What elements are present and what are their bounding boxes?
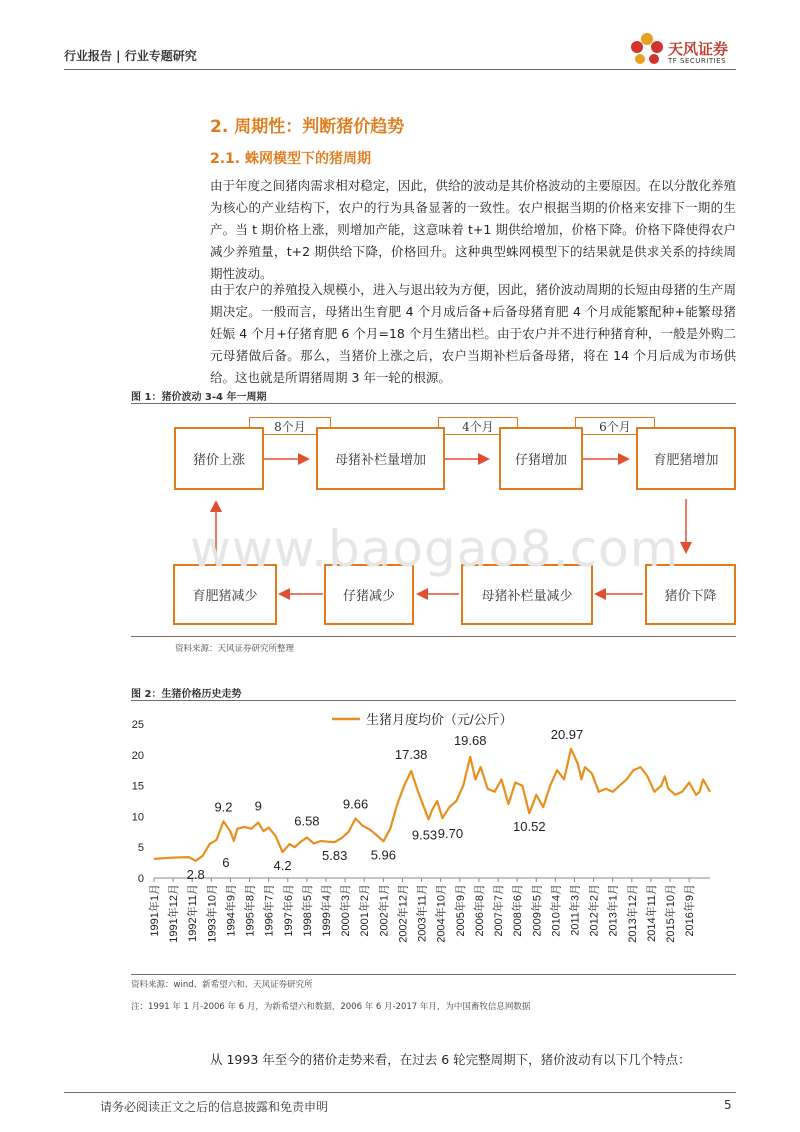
chart-legend (332, 712, 513, 727)
x-tick-label: 2006年8月 (473, 884, 486, 937)
figure2-caption: 图 2：生猪价格历史走势 (131, 689, 242, 700)
data-label: 17.38 (394, 746, 428, 762)
chart-annotations (187, 727, 584, 882)
x-tick-label: 1996年7月 (263, 884, 276, 937)
paragraph-1: 由于年度之间猪肉需求相对稳定，因此，供给的波动是其价格波动的主要原因。在以分散化养殖为核心的产业结构下，农户的行为具备显著的一致性。农户根据当期的价格来安排下一期的生产。当 t 期价格上涨，则增加产能，这意味着 t+1 期供给增加，价格下降。价格下降使得农户减少养殖量，t+2 期供给下降，价格回升。这种典型蛛网模型下的结果就是供求关系的持续周期性波动。 (210, 178, 736, 281)
figure1-top-rule (131, 403, 736, 404)
x-tick-label: 2010年4月 (550, 884, 563, 937)
data-label: 9.2 (214, 799, 233, 815)
price-series-line (154, 746, 710, 864)
y-tick-label: 10 (131, 811, 144, 824)
figure2-top-rule (131, 700, 736, 701)
box-sow-down: 母猪补栏量减少 (461, 564, 593, 625)
duration-label-8: 8个月 (249, 417, 331, 435)
x-tick-label: 1991年1月 (149, 884, 161, 937)
box-sow-up: 母猪补栏量增加 (316, 427, 445, 490)
x-tick-label: 2008年6月 (512, 884, 525, 937)
figure2-bottom-rule (131, 974, 736, 975)
x-tick-label: 1999年4月 (321, 884, 334, 937)
x-tick-label: 2013年12月 (626, 884, 639, 943)
box-piglet-down: 仔猪减少 (324, 564, 414, 625)
y-tick-label: 20 (131, 749, 144, 762)
report-header-title: 行业报告 | 行业专题研究 (64, 49, 197, 63)
x-tick-label: 2014年11月 (645, 884, 658, 942)
closing-sentence: 从 1993 年至今的猪价走势来看，在过去 6 轮完整周期下，猪价波动有以下几个特点： (210, 1052, 691, 1067)
data-label: 9.66 (342, 796, 369, 812)
x-tick-label: 1998年5月 (301, 884, 314, 937)
x-tick-label: 1995年8月 (244, 884, 257, 937)
price-history-chart (110, 704, 730, 972)
figure2-source: 资料来源：wind、新希望六和、天风证券研究所 (131, 980, 313, 990)
duration-label-6: 6个月 (575, 417, 655, 435)
x-tick-label: 1997年6月 (282, 884, 295, 937)
box-price-down: 猪价下降 (645, 564, 736, 625)
y-tick-label: 0 (137, 873, 144, 885)
data-label: 9.53 (411, 827, 438, 843)
header-divider (64, 69, 736, 70)
brand-logo (628, 30, 666, 66)
page-number: 5 (724, 1098, 732, 1112)
data-label: 5.96 (370, 847, 397, 863)
data-label: 10.52 (513, 819, 546, 835)
x-tick-label: 2003年11月 (416, 884, 429, 942)
x-tick-label: 2011年3月 (569, 884, 582, 936)
watermark: www.baogao8.com (190, 520, 680, 578)
data-label: 5.83 (322, 848, 348, 864)
duration-label-4: 4个月 (438, 417, 518, 435)
box-fatten-up: 育肥猪增加 (636, 427, 736, 490)
x-tick-label: 2007年7月 (493, 884, 506, 937)
x-tick-label: 2009年5月 (531, 884, 544, 937)
box-fatten-down: 育肥猪减少 (173, 564, 277, 625)
data-label: 6 (222, 855, 230, 871)
x-tick-label: 2001年2月 (359, 884, 372, 937)
x-tick-label: 2015年10月 (665, 884, 678, 943)
x-tick-label: 1991年12月 (168, 884, 181, 943)
box-piglet-up: 仔猪增加 (499, 427, 583, 490)
x-tick-label: 2000年3月 (340, 884, 353, 937)
figure2-note: 注：1991 年 1 月-2006 年 6 月，为新希望六和数据，2006 年 6 月-2017 年月，为中国畜牧信息网数据 (131, 1002, 531, 1012)
data-label: 9 (254, 798, 262, 814)
subsection-heading: 2.1. 蛛网模型下的猪周期 (210, 151, 371, 167)
data-label: 20.97 (550, 726, 584, 742)
footer-divider (64, 1092, 736, 1093)
figure1-caption: 图 1：猪价波动 3-4 年一周期 (131, 392, 267, 403)
x-tick-label: 1994年9月 (225, 884, 238, 937)
x-tick-label: 1992年11月 (187, 884, 200, 942)
y-tick-label: 5 (137, 842, 144, 855)
paragraph-2: 由于农户的养殖投入规模小，进入与退出较为方便，因此，猪价波动周期的长短由母猪的生产周期决定。一般而言，母猪出生育肥 4 个月成后备+后备母猪育肥 4 个月成能繁配种+能繁母猪妊娠 4 个月+仔猪育肥 6 个月=18 个月生猪出栏。由于农户并不进行种猪育种，一般是外购二元母猪做后备。那么，当猪价上涨之后，农户当期补栏后备母猪，将在 14 个月后成为市场供给。这也就是所谓猪周期 3 年一轮的根源。 (210, 282, 736, 385)
x-tick-label: 2013年1月 (607, 884, 620, 937)
figure1-bottom-rule (131, 636, 736, 637)
data-label: 9.70 (437, 826, 464, 842)
y-tick-label: 15 (131, 780, 144, 793)
x-tick-label: 2004年10月 (435, 884, 448, 943)
footer-disclaimer: 请务必阅读正文之后的信息披露和免责申明 (100, 1100, 329, 1114)
x-tick-label: 2002年12月 (397, 884, 410, 943)
x-tick-label: 2005年9月 (454, 884, 467, 937)
x-tick-label: 2002年1月 (378, 884, 391, 937)
x-tick-label: 1993年10月 (206, 884, 219, 943)
data-label: 6.58 (294, 813, 320, 829)
brand-subtitle: TF SECURITIES (668, 57, 727, 65)
brand-name: 天风证券 (668, 40, 729, 58)
x-tick-label: 2016年9月 (684, 884, 697, 937)
figure1-source: 资料来源：天风证券研究所整理 (175, 644, 295, 654)
legend-label: 生猪月度均价（元/公斤） (366, 712, 513, 727)
data-label: 2.8 (186, 866, 205, 882)
x-tick-label: 2012年2月 (588, 884, 601, 937)
section-heading: 2. 周期性：判断猪价趋势 (210, 117, 405, 137)
y-tick-label: 25 (131, 719, 144, 731)
data-label: 19.68 (453, 732, 487, 748)
box-price-up: 猪价上涨 (174, 427, 264, 490)
flower-logo-icon (628, 30, 666, 66)
data-label: 4.2 (273, 858, 292, 874)
